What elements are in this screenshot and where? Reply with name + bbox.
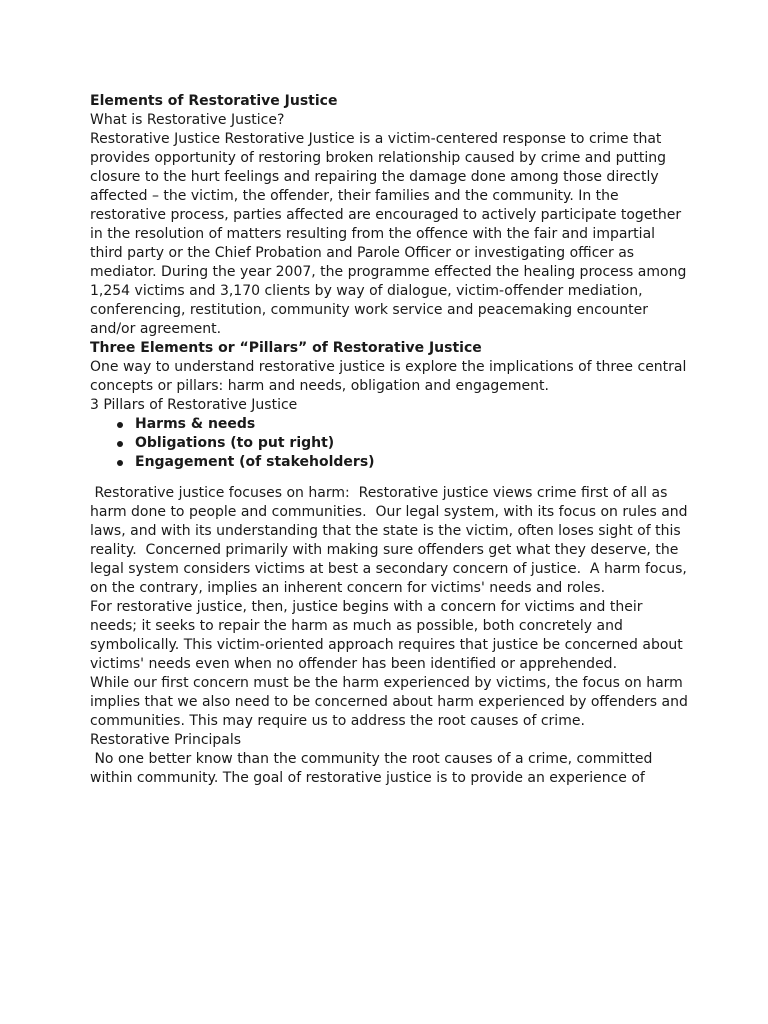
bullet-icon <box>117 422 123 428</box>
list-item <box>90 434 690 453</box>
bullet-icon <box>117 460 123 466</box>
list-item <box>90 453 690 472</box>
community-paragraph: No one better know than the community the root causes of a crime, committed within community. The goal of restorative justice is to provide an experience of <box>90 751 657 786</box>
bullet-icon <box>117 441 123 447</box>
pillars-heading: Three Elements or “Pillars” of Restorative Justice <box>90 340 482 356</box>
what-is-heading: What is Restorative Justice? <box>90 112 285 128</box>
list-item <box>90 415 690 434</box>
victims-paragraph: For restorative justice, then, justice begins with a concern for victims and their needs; it seeks to repair the harm as much as possible, both concretely and symbolically. This victim-oriented approach requires that justice be concerned about victims' needs even when no offender has been identified or apprehended. <box>90 599 683 672</box>
document-title: Elements of Restorative Justice <box>90 93 338 109</box>
document-page <box>90 92 693 788</box>
list-item-text: Harms & needs <box>135 416 256 432</box>
list-item-text: Engagement (of stakeholders) <box>135 454 375 470</box>
list-item-text: Obligations (to put right) <box>135 435 335 451</box>
pillars-intro-paragraph: One way to understand restorative justice is explore the implications of three central concepts or pillars: harm and needs, obligation and engagement. <box>90 359 687 394</box>
pillars-list <box>90 415 690 472</box>
principals-heading: Restorative Principals <box>90 732 242 748</box>
intro-paragraph: Restorative Justice Restorative Justice is a victim-centered response to crime that provides opportunity of restoring broken relationship caused by crime and putting closure to the hurt feelings and repairing the damage done among those directly affected – the victim, the offender, their families and the community. In the restorative process, parties affected are encouraged to actively participate together in the resolution of matters resulting from the offence with the fair and impartial third party or the Chief Probation and Parole Officer or investigating officer as mediator. During the year 2007, the programme effected the healing process among 1,254 victims and 3,170 clients by way of dialogue, victim-offender mediation, conferencing, restitution, community work service and peacemaking encounter and/or agreement. <box>90 131 687 337</box>
pillars-list-heading: 3 Pillars of Restorative Justice <box>90 397 298 413</box>
offenders-paragraph: While our first concern must be the harm experienced by victims, the focus on harm implies that we also need to be concerned about harm experienced by offenders and communities. This may require us to address the root causes of crime. <box>90 675 688 729</box>
harm-paragraph: Restorative justice focuses on harm: Restorative justice views crime first of all as harm done to people and communities. Our legal system, with its focus on rules and laws, and with its understanding that the state is the victim, often loses sight of this reality. Concerned primarily with making sure offenders get what they deserve, the legal system considers victims at best a secondary concern of justice. A harm focus, on the contrary, implies an inherent concern for victims' needs and roles. <box>90 485 693 596</box>
